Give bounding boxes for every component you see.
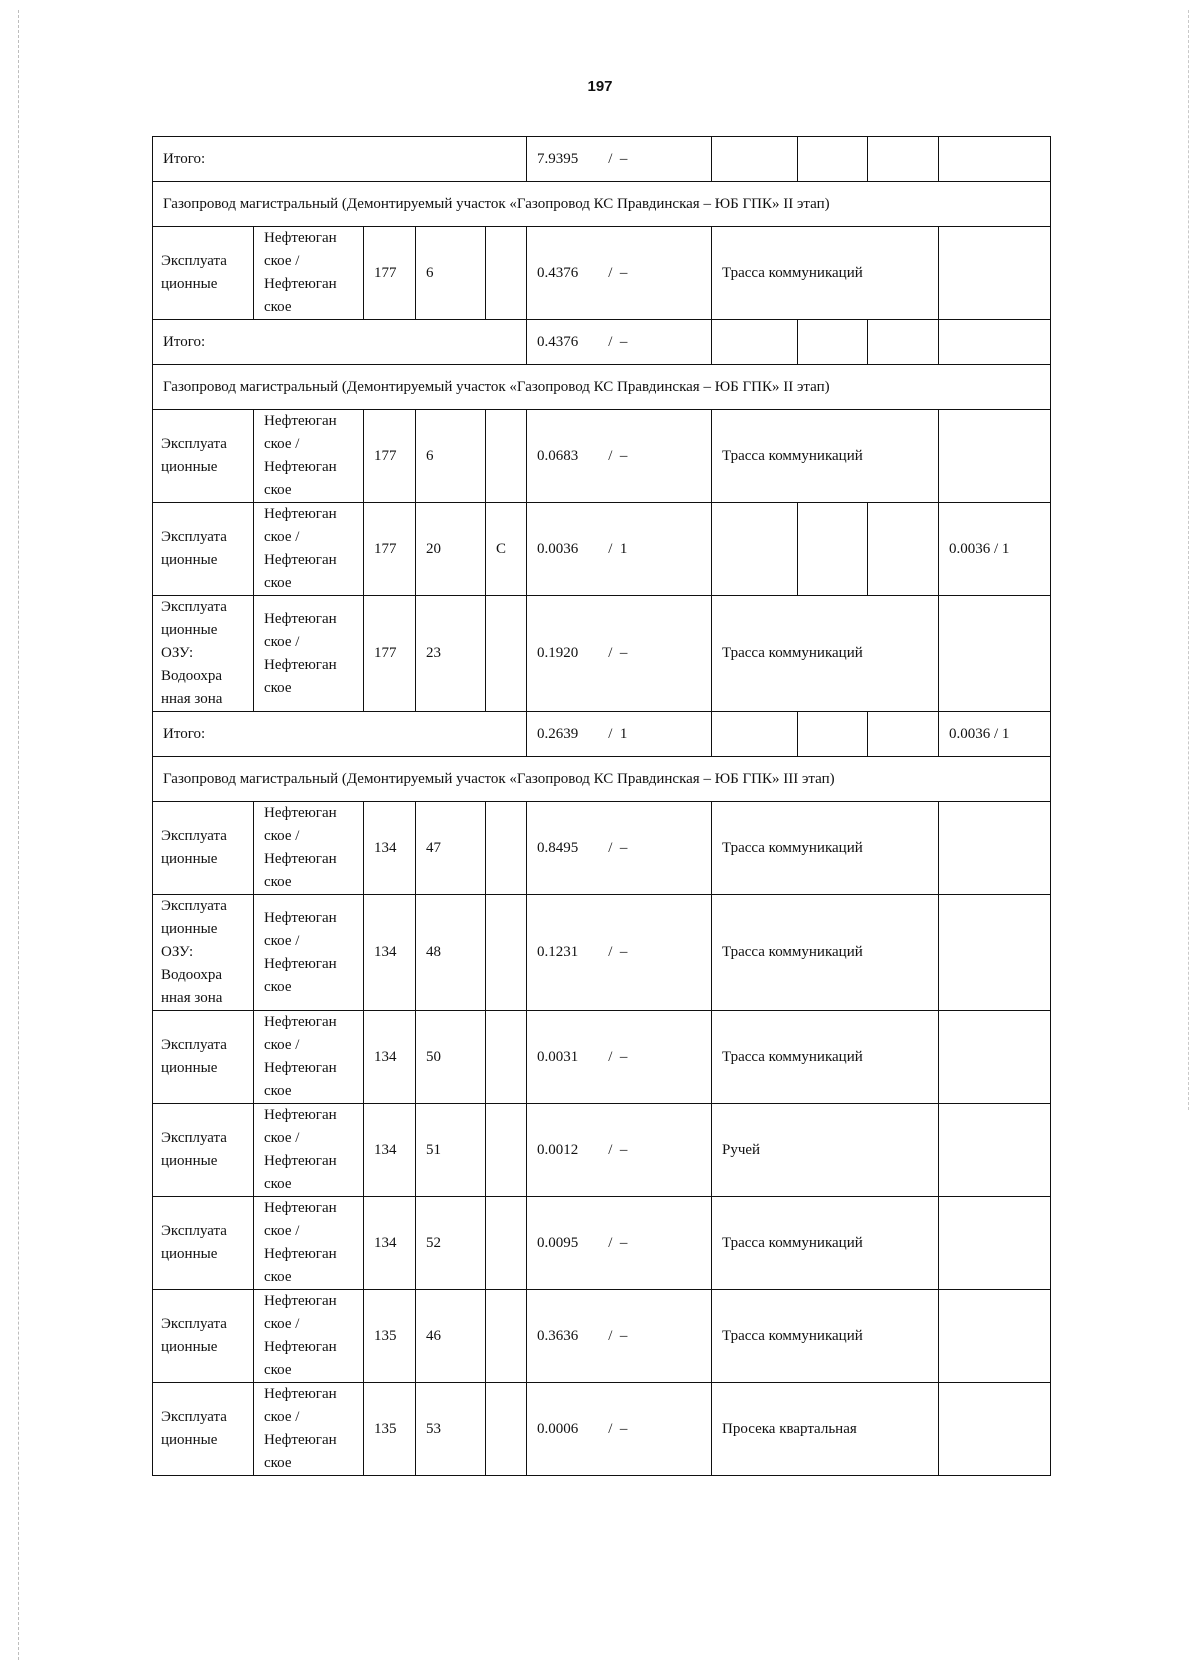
quarter-cell: 177 (364, 410, 416, 503)
total-row (153, 712, 1051, 757)
empty-cell (712, 712, 798, 757)
plot-cell: 48 (416, 895, 486, 1011)
empty-cell (798, 320, 868, 365)
quarter-cell: 177 (364, 227, 416, 320)
quarter-cell: 134 (364, 1197, 416, 1290)
quarter-cell: 135 (364, 1290, 416, 1383)
category-cell: Эксплуата ционные ОЗУ: Водоохра нная зона (153, 895, 254, 1011)
note-cell: 0.0036 / 1 (939, 503, 1051, 596)
table-row (153, 503, 1051, 596)
empty-cell (712, 503, 798, 596)
plot-cell: 20 (416, 503, 486, 596)
table-row (153, 1197, 1051, 1290)
plot-cell: 23 (416, 596, 486, 712)
category-cell: Эксплуата ционные (153, 503, 254, 596)
quarter-cell: 177 (364, 503, 416, 596)
table-row (153, 1104, 1051, 1197)
category-cell: Эксплуата ционные (153, 227, 254, 320)
category-cell: Эксплуата ционные (153, 410, 254, 503)
note-cell (939, 410, 1051, 503)
quarter-cell: 177 (364, 596, 416, 712)
empty-cell (798, 712, 868, 757)
forestry-cell: Нефтеюган ское / Нефтеюган ское (254, 1197, 364, 1290)
empty-cell (798, 137, 868, 182)
forestry-cell: Нефтеюган ское / Нефтеюган ское (254, 227, 364, 320)
area-cell: 7.9395 / – (527, 137, 712, 182)
empty-cell (798, 503, 868, 596)
area-cell: 0.0036 / 1 (527, 503, 712, 596)
mark-cell (486, 895, 527, 1011)
area-cell: 0.3636 / – (527, 1290, 712, 1383)
table-row (153, 596, 1051, 712)
section-title: Газопровод магистральный (Демонтируемый участок «Газопровод КС Правдинская – ЮБ ГПК» II этап) (153, 365, 1051, 410)
total-row (153, 320, 1051, 365)
empty-cell (712, 137, 798, 182)
area-cell: 0.0012 / – (527, 1104, 712, 1197)
category-cell: Эксплуата ционные (153, 1197, 254, 1290)
land-use-cell: Трасса коммуникаций (712, 802, 939, 895)
table-body (153, 137, 1051, 1476)
mark-cell (486, 410, 527, 503)
land-use-cell: Трасса коммуникаций (712, 1197, 939, 1290)
table-row (153, 895, 1051, 1011)
category-cell: Эксплуата ционные (153, 1383, 254, 1476)
category-cell: Эксплуата ционные ОЗУ: Водоохра нная зона (153, 596, 254, 712)
mark-cell (486, 227, 527, 320)
area-cell: 0.4376 / – (527, 320, 712, 365)
mark-cell: С (486, 503, 527, 596)
quarter-cell: 134 (364, 802, 416, 895)
note-cell (939, 1383, 1051, 1476)
total-label: Итого: (153, 320, 527, 365)
quarter-cell: 134 (364, 1104, 416, 1197)
quarter-cell: 134 (364, 1011, 416, 1104)
category-cell: Эксплуата ционные (153, 1104, 254, 1197)
empty-cell (868, 320, 939, 365)
forestry-cell: Нефтеюган ское / Нефтеюган ское (254, 895, 364, 1011)
area-cell: 0.2639 / 1 (527, 712, 712, 757)
empty-cell (868, 712, 939, 757)
note-cell: 0.0036 / 1 (939, 712, 1051, 757)
section-header-row (153, 757, 1051, 802)
total-label: Итого: (153, 712, 527, 757)
table-row (153, 410, 1051, 503)
quarter-cell: 135 (364, 1383, 416, 1476)
quarter-cell: 134 (364, 895, 416, 1011)
section-title: Газопровод магистральный (Демонтируемый участок «Газопровод КС Правдинская – ЮБ ГПК» II этап) (153, 182, 1051, 227)
mark-cell (486, 1290, 527, 1383)
plot-cell: 50 (416, 1011, 486, 1104)
category-cell: Эксплуата ционные (153, 1011, 254, 1104)
category-cell: Эксплуата ционные (153, 1290, 254, 1383)
table-row (153, 227, 1051, 320)
land-use-cell: Трасса коммуникаций (712, 227, 939, 320)
note-cell (939, 1290, 1051, 1383)
scan-right-edge (1188, 10, 1189, 1110)
mark-cell (486, 1011, 527, 1104)
empty-cell (868, 503, 939, 596)
page-number: 197 (587, 78, 613, 95)
plot-cell: 53 (416, 1383, 486, 1476)
land-use-cell: Трасса коммуникаций (712, 1011, 939, 1104)
land-use-cell: Трасса коммуникаций (712, 410, 939, 503)
land-use-cell: Просека квартальная (712, 1383, 939, 1476)
scan-left-edge (18, 10, 19, 1660)
area-cell: 0.1920 / – (527, 596, 712, 712)
plot-cell: 6 (416, 227, 486, 320)
empty-cell (868, 137, 939, 182)
plot-cell: 52 (416, 1197, 486, 1290)
area-cell: 0.0006 / – (527, 1383, 712, 1476)
table-row (153, 1011, 1051, 1104)
section-title: Газопровод магистральный (Демонтируемый участок «Газопровод КС Правдинская – ЮБ ГПК» III этап) (153, 757, 1051, 802)
section-header-row (153, 182, 1051, 227)
forestry-cell: Нефтеюган ское / Нефтеюган ское (254, 1011, 364, 1104)
area-cell: 0.0031 / – (527, 1011, 712, 1104)
category-cell: Эксплуата ционные (153, 802, 254, 895)
land-use-cell: Трасса коммуникаций (712, 1290, 939, 1383)
total-row (153, 137, 1051, 182)
area-cell: 0.8495 / – (527, 802, 712, 895)
note-cell (939, 320, 1051, 365)
note-cell (939, 1104, 1051, 1197)
forestry-cell: Нефтеюган ское / Нефтеюган ское (254, 1383, 364, 1476)
land-use-cell: Ручей (712, 1104, 939, 1197)
mark-cell (486, 596, 527, 712)
area-cell: 0.0683 / – (527, 410, 712, 503)
note-cell (939, 1197, 1051, 1290)
plot-cell: 46 (416, 1290, 486, 1383)
forestry-cell: Нефтеюган ское / Нефтеюган ское (254, 1290, 364, 1383)
plot-cell: 51 (416, 1104, 486, 1197)
forestry-cell: Нефтеюган ское / Нефтеюган ское (254, 503, 364, 596)
forest-plots-table (152, 136, 1051, 1476)
land-use-cell: Трасса коммуникаций (712, 895, 939, 1011)
mark-cell (486, 1197, 527, 1290)
area-cell: 0.4376 / – (527, 227, 712, 320)
forestry-cell: Нефтеюган ское / Нефтеюган ское (254, 1104, 364, 1197)
note-cell (939, 802, 1051, 895)
plot-cell: 6 (416, 410, 486, 503)
forestry-cell: Нефтеюган ское / Нефтеюган ское (254, 410, 364, 503)
area-cell: 0.0095 / – (527, 1197, 712, 1290)
total-label: Итого: (153, 137, 527, 182)
plot-cell: 47 (416, 802, 486, 895)
table-row (153, 802, 1051, 895)
area-cell: 0.1231 / – (527, 895, 712, 1011)
table-row (153, 1290, 1051, 1383)
note-cell (939, 227, 1051, 320)
forestry-cell: Нефтеюган ское / Нефтеюган ское (254, 596, 364, 712)
note-cell (939, 895, 1051, 1011)
mark-cell (486, 1104, 527, 1197)
table-row (153, 1383, 1051, 1476)
note-cell (939, 1011, 1051, 1104)
forestry-cell: Нефтеюган ское / Нефтеюган ское (254, 802, 364, 895)
mark-cell (486, 1383, 527, 1476)
mark-cell (486, 802, 527, 895)
empty-cell (712, 320, 798, 365)
land-use-cell: Трасса коммуникаций (712, 596, 939, 712)
note-cell (939, 596, 1051, 712)
section-header-row (153, 365, 1051, 410)
note-cell (939, 137, 1051, 182)
